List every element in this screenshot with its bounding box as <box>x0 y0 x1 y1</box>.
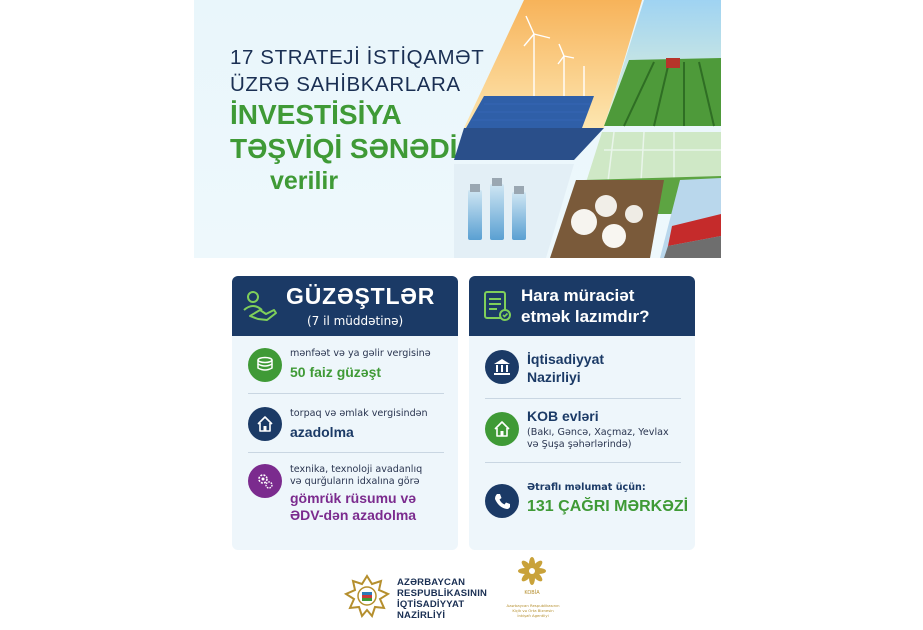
apply-item-call-center <box>485 480 689 524</box>
benefit-property-text: torpaq və əmlak vergisindən <box>290 408 428 419</box>
ministry-line-3: İQTİSADİYYAT <box>397 599 465 610</box>
benefit-customs-highlight-2: ƏDV-dən azadolma <box>290 507 417 523</box>
kobia-line-2: Kiçik və Orta Biznesin <box>512 608 554 613</box>
handshake-icon <box>240 286 280 326</box>
where-to-apply-panel <box>469 276 695 550</box>
house-icon <box>485 412 519 446</box>
divider <box>485 462 681 463</box>
ministry-line-4: NAZİRLİYİ <box>397 610 446 621</box>
apply-call-highlight: 131 ÇAĞRI MƏRKƏZİ <box>527 498 689 515</box>
apply-item-ministry <box>485 348 681 388</box>
divider <box>248 452 444 453</box>
divider <box>248 393 444 394</box>
benefits-header <box>232 276 458 336</box>
gears-icon <box>248 464 282 498</box>
hero-green-line-3: verilir <box>270 167 339 195</box>
photo-collage <box>454 0 721 258</box>
benefit-item-customs <box>248 464 444 526</box>
benefit-item-property <box>248 406 444 446</box>
kobia-line-3: İnkişafı Agentliyi <box>517 613 549 618</box>
hero-green-line-1: İNVESTİSİYA <box>230 99 402 130</box>
apply-ministry-line-2: Nazirliyi <box>527 369 581 385</box>
where-to-apply-title-line-2: etmək lazımdır? <box>521 307 650 326</box>
apply-call-label: Ətraflı məlumat üçün: <box>527 482 646 493</box>
hero-banner <box>194 0 721 258</box>
apply-kob-title: KOB evləri <box>527 408 599 424</box>
ministry-emblem-logo <box>344 574 390 620</box>
cotton-photo <box>550 180 664 258</box>
apply-ministry-line-1: İqtisadiyyat <box>527 351 605 367</box>
benefit-customs-highlight-1: gömrük rüsumu və <box>290 490 417 506</box>
benefits-panel <box>232 276 458 550</box>
hero-line-1: 17 STRATEJİ İSTİQAMƏT <box>230 46 485 69</box>
kobia-line-1: Azərbaycan Respublikasının <box>506 603 560 608</box>
benefit-item-tax <box>248 346 444 386</box>
svg-text:KOBİA: KOBİA <box>524 590 540 596</box>
ministry-name <box>397 577 487 621</box>
ministry-line-2: RESPUBLİKASININ <box>397 588 488 599</box>
benefits-subtitle: (7 il müddətinə) <box>307 314 404 328</box>
where-to-apply-title-line-1: Hara müraciət <box>521 286 635 305</box>
poster <box>194 0 721 630</box>
document-checklist-icon <box>477 286 517 326</box>
hero-green-line-2: TƏŞVİQİ SƏNƏDİ <box>230 133 458 164</box>
ministry-line-1: AZƏRBAYCAN <box>397 577 466 588</box>
where-to-apply-header <box>469 276 695 336</box>
benefit-tax-highlight: 50 faiz güzəşt <box>290 364 382 380</box>
benefit-customs-text-2: və qurğuların idxalına görə <box>290 476 420 487</box>
benefit-property-highlight: azadolma <box>290 424 354 440</box>
apply-item-kob-houses <box>485 408 681 454</box>
house-icon <box>248 407 282 441</box>
coins-icon <box>248 348 282 382</box>
government-building-icon <box>485 350 519 384</box>
apply-kob-sub-2: və Şuşa şəhərlərində) <box>527 439 632 450</box>
apply-kob-sub-1: (Bakı, Gəncə, Xaçmaz, Yevlax <box>527 427 669 438</box>
phone-icon <box>485 484 519 518</box>
kobia-logo <box>512 556 552 596</box>
hero-title <box>230 44 485 196</box>
benefits-title: GÜZƏŞTLƏR <box>286 283 436 309</box>
kobia-name <box>500 603 566 618</box>
divider <box>485 398 681 399</box>
benefit-tax-text: mənfəət və ya gəlir vergisinə <box>290 348 431 359</box>
benefit-customs-text-1: texnika, texnoloji avadanlıq <box>290 464 423 475</box>
where-to-apply-title <box>521 285 650 327</box>
hero-line-2: ÜZRƏ SAHİBKARLARA <box>230 73 461 96</box>
